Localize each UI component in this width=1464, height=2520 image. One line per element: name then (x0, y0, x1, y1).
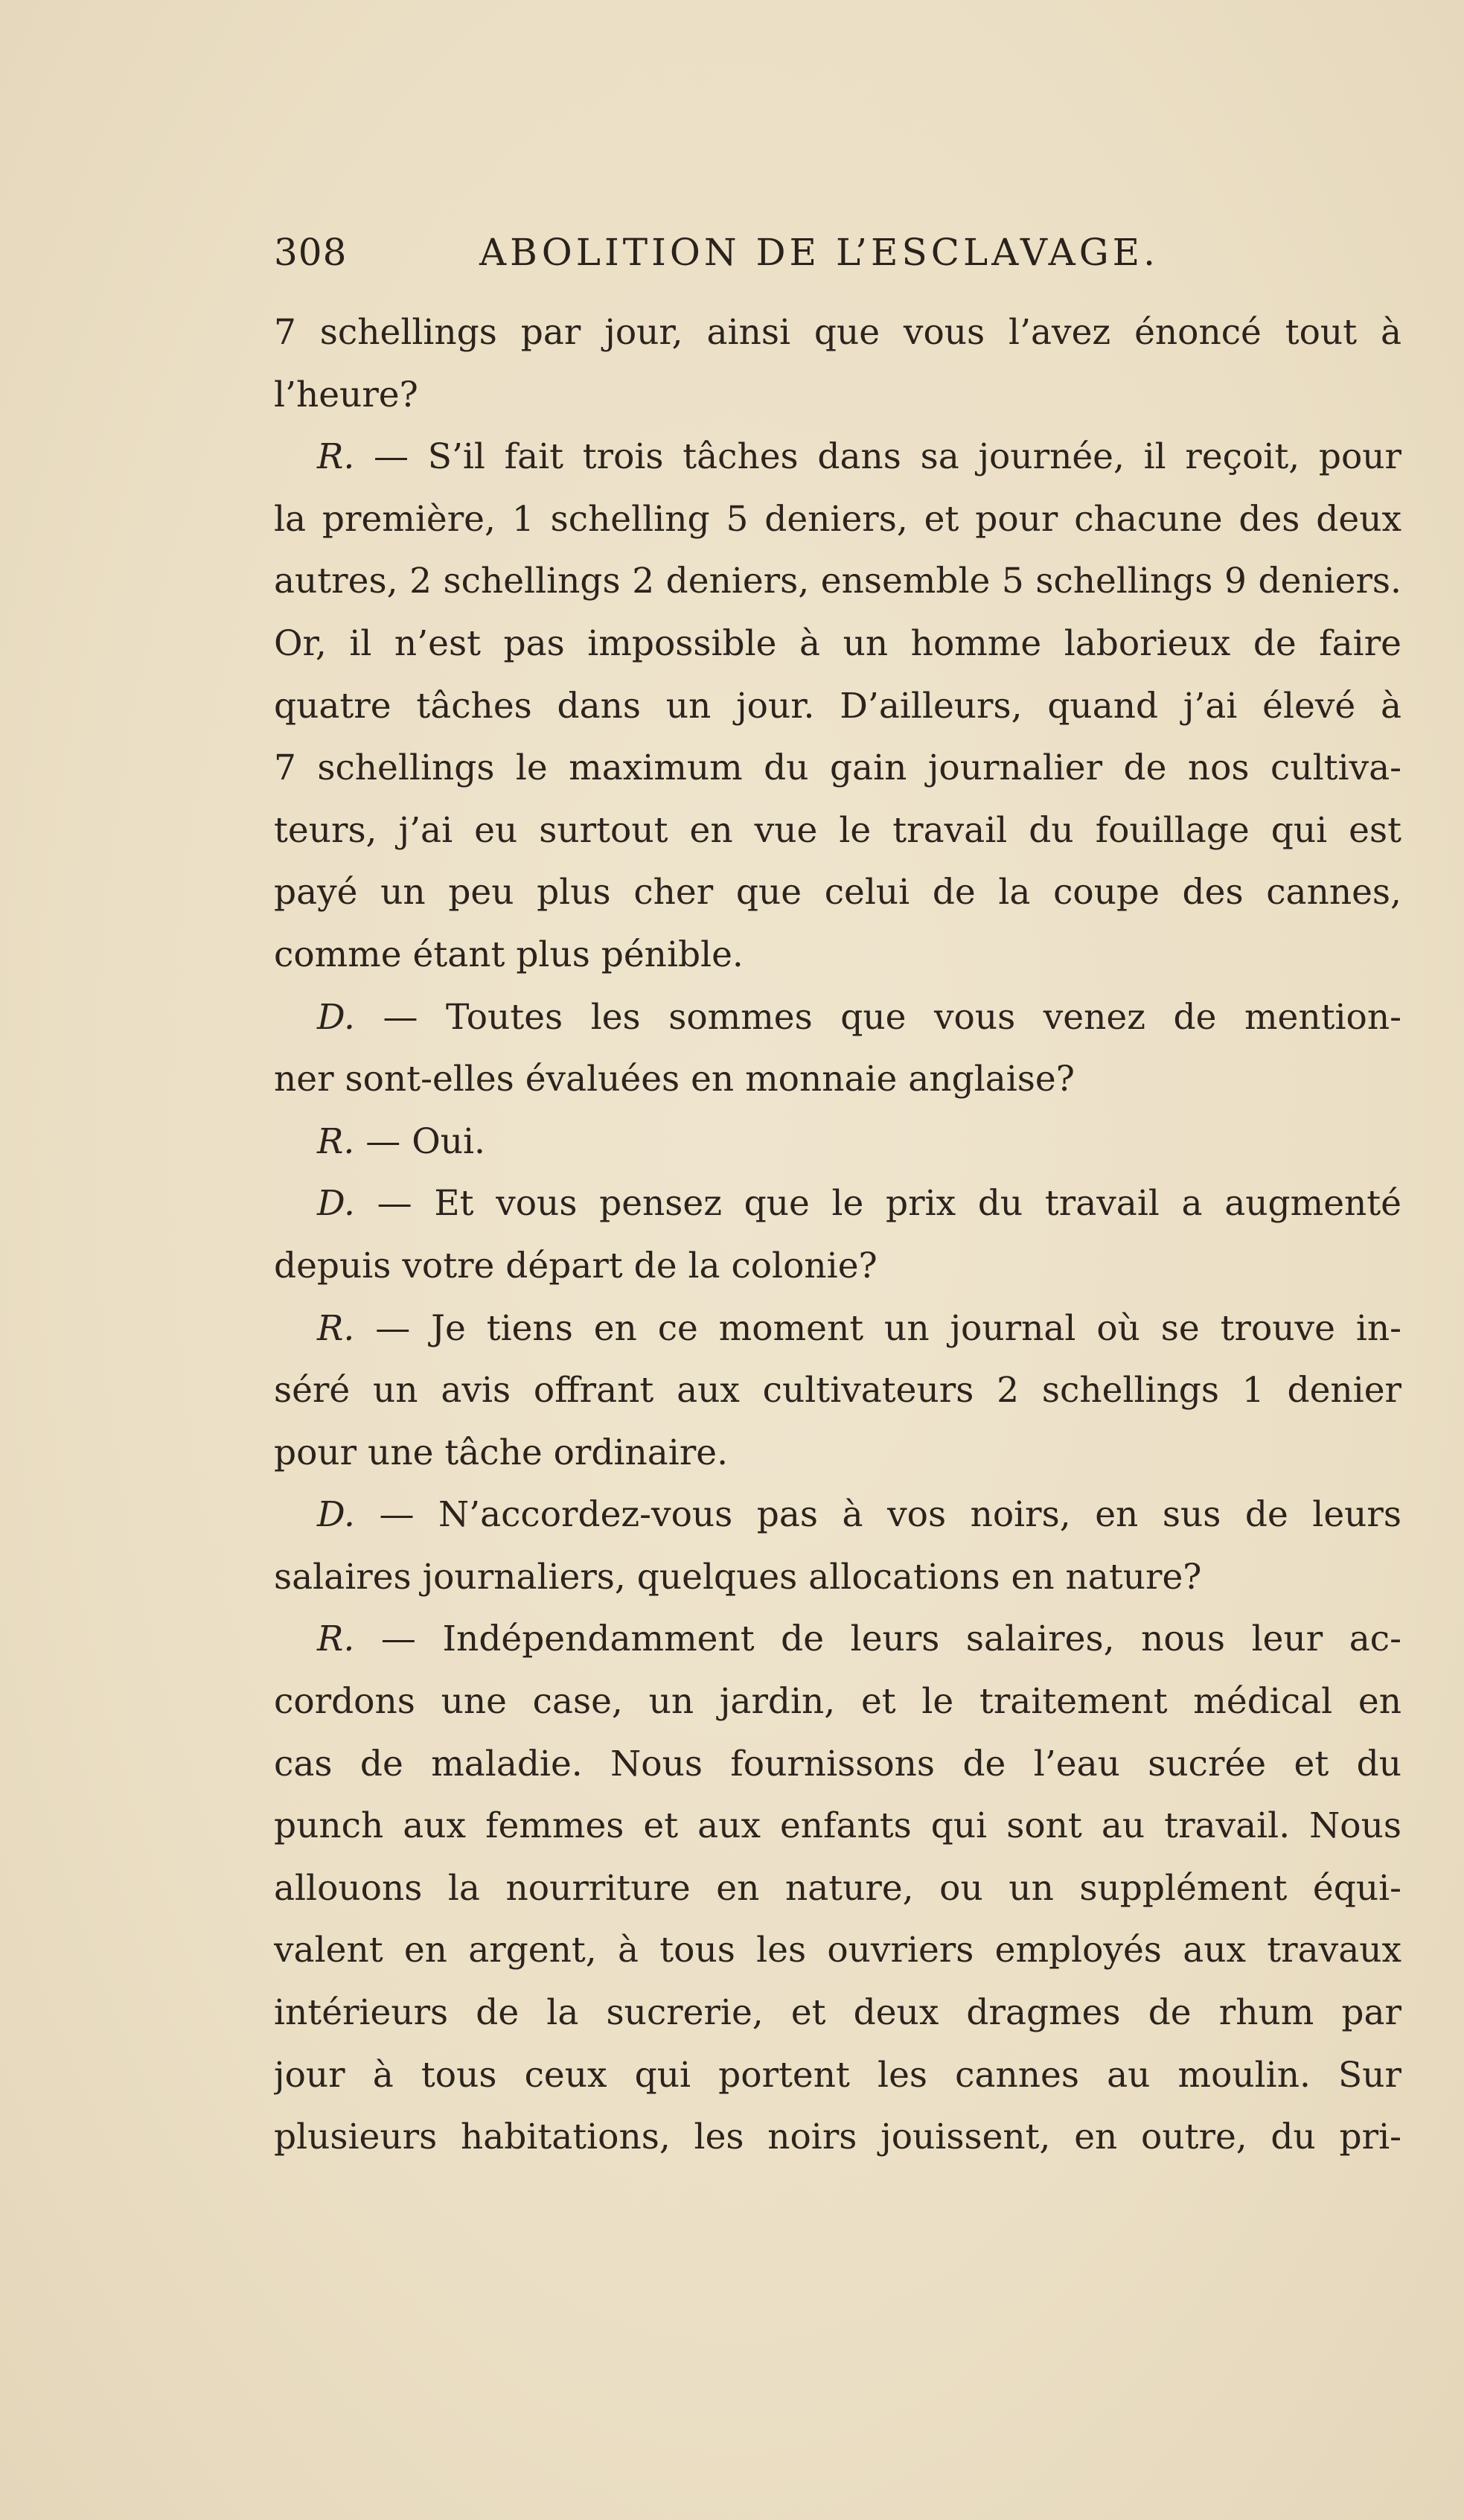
text-line (274, 426, 1401, 488)
speaker-label: D. (317, 996, 355, 1038)
text-line (274, 800, 1401, 862)
line-text: la première, 1 schelling 5 deniers, et pour chacune des deux (274, 498, 1401, 540)
page-header (274, 231, 1182, 290)
line-text: teurs, j’ai eu surtout en vue le travail du fouillage qui est (274, 809, 1401, 851)
text-line (274, 924, 1401, 986)
line-text: séré un avis offrant aux cultivateurs 2 schellings 1 denier (274, 1370, 1401, 1411)
page-number: 308 (274, 231, 348, 274)
line-text: salaires journaliers, quelques allocations en nature? (274, 1556, 1202, 1598)
line-text: l’heure? (274, 374, 418, 415)
text-line (274, 2044, 1401, 2107)
text-line (274, 302, 1401, 364)
text-line (274, 861, 1401, 924)
text-line (274, 1173, 1401, 1235)
line-text: — Toutes les sommes que vous venez de mention- (354, 996, 1401, 1038)
line-text: depuis votre départ de la colonie? (274, 1245, 878, 1286)
text-line (274, 550, 1401, 613)
text-line (274, 2106, 1401, 2169)
line-text: 7 schellings par jour, ainsi que vous l’avez énoncé tout à (274, 312, 1401, 353)
text-line (274, 1048, 1401, 1111)
text-line (274, 1546, 1401, 1609)
text-line (274, 1608, 1401, 1671)
text-line (274, 1111, 1401, 1173)
line-text: Or, il n’est pas impossible à un homme laborieux de faire (274, 622, 1401, 664)
text-line (274, 1671, 1401, 1733)
line-text: jour à tous ceux qui portent les cannes au moulin. Sur (274, 2054, 1401, 2096)
text-line (274, 737, 1401, 800)
line-text: — Indépendamment de leurs salaires, nous leur ac- (354, 1618, 1401, 1660)
text-line (274, 1733, 1401, 1796)
text-line (274, 364, 1401, 427)
line-text: plusieurs habitations, les noirs jouissent, en outre, du pri- (274, 2117, 1401, 2158)
text-line (274, 1359, 1401, 1422)
speaker-label: D. (317, 1494, 355, 1536)
text-line (274, 675, 1401, 738)
text-line (274, 986, 1401, 1049)
line-text: 7 schellings le maximum du gain journalier de nos cultiva- (274, 747, 1401, 789)
running-title: ABOLITION DE L’ESCLAVAGE. (479, 231, 1160, 274)
text-line (274, 1422, 1401, 1484)
text-line (274, 1919, 1401, 1982)
line-text: — Je tiens en ce moment un journal où se trouve in- (354, 1307, 1401, 1349)
line-text: punch aux femmes et aux enfants qui sont au travail. Nous (274, 1805, 1401, 1847)
line-text: — Oui. (354, 1120, 485, 1162)
text-line (274, 613, 1401, 675)
line-text: — Et vous pensez que le prix du travail a augmenté (354, 1183, 1401, 1225)
text-line (274, 1235, 1401, 1298)
line-text: ner sont-elles évaluées en monnaie anglaise? (274, 1059, 1075, 1100)
line-text: valent en argent, à tous les ouvriers employés aux travaux (274, 1930, 1401, 1971)
text-line (274, 1857, 1401, 1920)
body-text (274, 302, 1401, 2169)
text-line (274, 1795, 1401, 1857)
line-text: — S’il fait trois tâches dans sa journée, il reçoit, pour (354, 436, 1401, 478)
text-line (274, 1982, 1401, 2044)
line-text: — N’accordez-vous pas à vos noirs, en sus de leurs (354, 1494, 1401, 1536)
text-line (274, 1298, 1401, 1360)
line-text: payé un peu plus cher que celui de la coupe des cannes, (274, 872, 1401, 913)
speaker-label: R. (317, 1120, 355, 1162)
line-text: pour une tâche ordinaire. (274, 1432, 729, 1473)
line-text: quatre tâches dans un jour. D’ailleurs, quand j’ai élevé à (274, 685, 1401, 727)
line-text: comme étant plus pénible. (274, 934, 744, 975)
line-text: intérieurs de la sucrerie, et deux dragmes de rhum par (274, 1992, 1401, 2034)
speaker-label: R. (317, 1307, 355, 1349)
line-text: allouons la nourriture en nature, ou un supplément équi- (274, 1867, 1401, 1909)
speaker-label: D. (317, 1183, 355, 1225)
line-text: cas de maladie. Nous fournissons de l’eau sucrée et du (274, 1743, 1401, 1784)
line-text: autres, 2 schellings 2 deniers, ensemble 5 schellings 9 deniers. (274, 561, 1401, 602)
speaker-label: R. (317, 1618, 355, 1660)
line-text: cordons une case, un jardin, et le traitement médical en (274, 1681, 1401, 1723)
speaker-label: R. (317, 436, 355, 478)
text-line (274, 488, 1401, 551)
text-line (274, 1484, 1401, 1546)
